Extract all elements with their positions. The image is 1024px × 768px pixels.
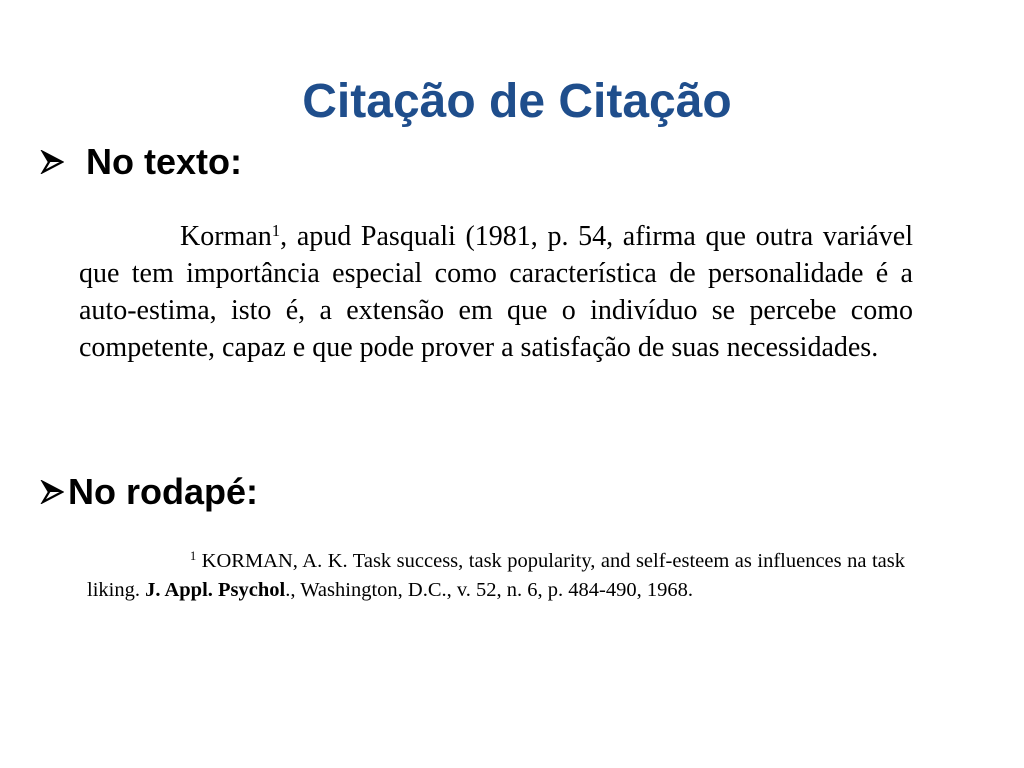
arrow-bullet-icon: [40, 150, 64, 174]
footnote-text-before: KORMAN, A. K. Task success, task popularity, and self-esteem as influences na task liking.: [87, 550, 905, 601]
footnote-reference-marker: 1: [271, 220, 281, 240]
citation-paragraph: [79, 218, 913, 366]
footnote-marker: 1: [190, 549, 197, 564]
section-heading-no-texto: [40, 138, 242, 186]
section-heading-no-rodape: [40, 468, 258, 516]
arrow-bullet-icon: [40, 480, 64, 504]
citation-text: , apud Pasquali (1981, p. 54, afirma que outra variável que tem importância especial como característica de personalidade é a auto-estima, isto é, a extensão em que o indivíduo se percebe como competente, capaz e que pode prover a satisfação de suas necessidades.: [79, 221, 913, 363]
slide-title: Citação de Citação: [302, 75, 732, 128]
section-heading-label: No rodapé:: [68, 471, 259, 512]
section-heading-label: No texto:: [86, 141, 242, 182]
citation-author: Korman: [180, 221, 272, 252]
footnote-paragraph: [87, 547, 905, 604]
footnote-journal-title: J. Appl. Psychol: [145, 578, 286, 601]
footnote-text-after: ., Washington, D.C., v. 52, n. 6, p. 484-490, 1968.: [285, 578, 693, 601]
